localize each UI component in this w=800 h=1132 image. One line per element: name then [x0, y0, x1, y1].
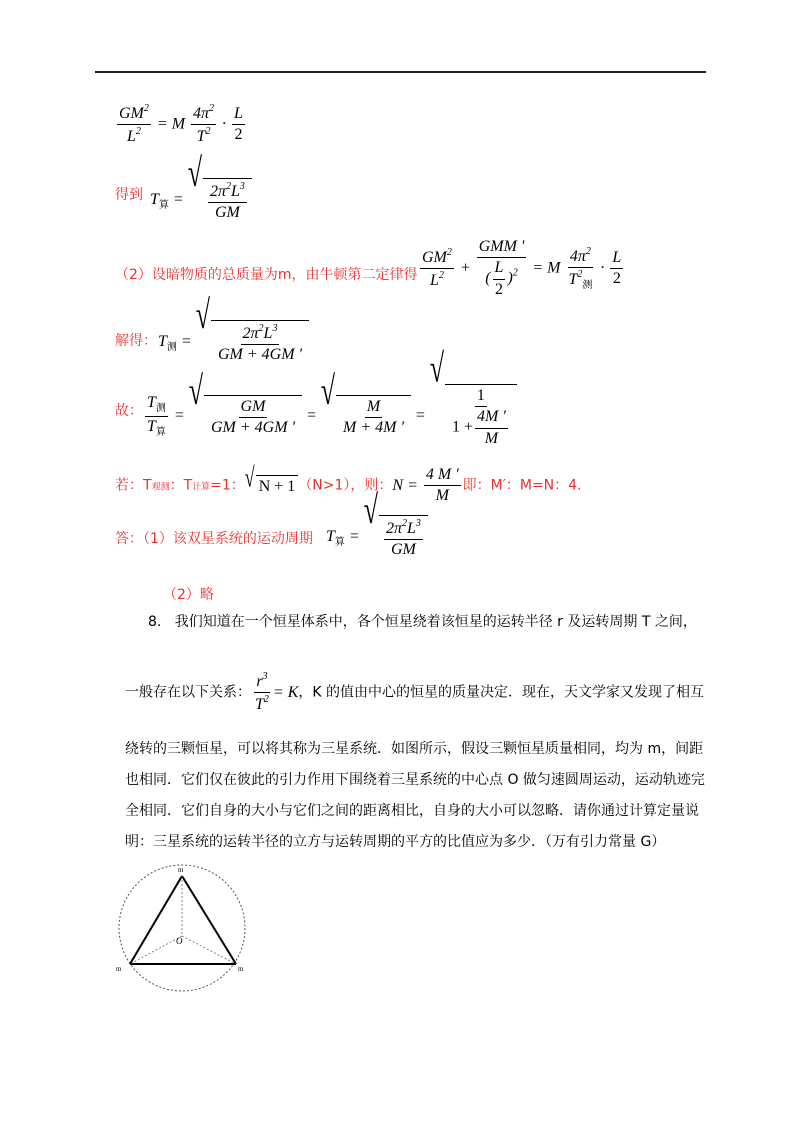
triangle-side-left [130, 876, 182, 964]
answer-part2: （2）略 [163, 587, 214, 603]
answer-equation: $T_算$ = √ $\frac{2\pi^2L^3}{GM}$ [326, 515, 428, 560]
equation-dark-matter: $\frac{GM^2}{L^2}$ + GMM ' ( $\frac{L}{2}$ )$^2$ = M $\frac{4\pi^2}{T^2_测}$ · $\frac{L}{2}$ [422, 238, 622, 298]
equation-ratio: $\frac{T_测}{T_算}$ = √ $\frac{GM}{GM + 4GM '}$ = √ $\frac{M}{M + 4M '}$ = √ 1 1 + $\frac{4M '}{M}$ [143, 384, 517, 448]
equation-period-measured: $T_测$ = √ $\frac{2\pi^2L^3}{GM + 4GM '}$ [158, 320, 309, 365]
equation-period-calc: $T_算$ = √ $\frac{2\pi^2L^3}{GM}$ [150, 178, 252, 223]
question-line-1: 8. 我们知道在一个恒星体系中，各个恒星绕着该恒星的运转半径 r 及运转周期 T 之间， [148, 614, 697, 630]
header-rule [95, 71, 706, 73]
condition-line: 若：T观测：T计算=1： √ N + 1 （N>1），则：N = $\frac{4 M '}{M}$ 即：M′：M=N：4. [115, 462, 582, 505]
answer-label: 答：（1）该双星系统的运动周期 [115, 531, 313, 547]
label-get: 得到 [115, 187, 143, 203]
center-label: O [176, 936, 183, 946]
star-top-label: m [178, 866, 184, 874]
star-left-label: m [116, 965, 122, 973]
label-therefore: 故： [115, 403, 143, 419]
question-paragraph: 绕转的三颗恒星，可以将其称为三星系统．如图所示，假设三颗恒星质量相同，均为 m，间距 也相同．它们仅在彼此的引力作用下围绕着三星系统的中心点 O 做匀速圆周运动，运动轨迹完 全相同．它们自身的大小与它们之间的距离相比，自身的大小可以忽略．请你通过计算定量说 明：三星系统的运转半径的立方与运转周期的平方的比值应为多少．（万有引力常量 G） [125, 741, 705, 850]
triangle-side-right [182, 876, 236, 964]
part2-text: （2）设暗物质的总质量为m，由牛顿第二定律得 [115, 267, 418, 283]
question-number: 8. [148, 614, 162, 630]
equation-gravity-centripetal: $\frac{GM^2}{L^2}$ = M $\frac{4\pi^2}{T^2}$ · $\frac{L}{2}$ [119, 103, 243, 146]
question-line-2: 一般存在以下关系： $\frac{r^3}{T^2}$ = K，K 的值由中心的恒星的质量决定．现在，天文学家又发现了相互 [125, 671, 705, 714]
three-star-figure [112, 860, 257, 995]
star-right-label: m [238, 965, 244, 973]
label-solve: 解得： [115, 333, 157, 349]
